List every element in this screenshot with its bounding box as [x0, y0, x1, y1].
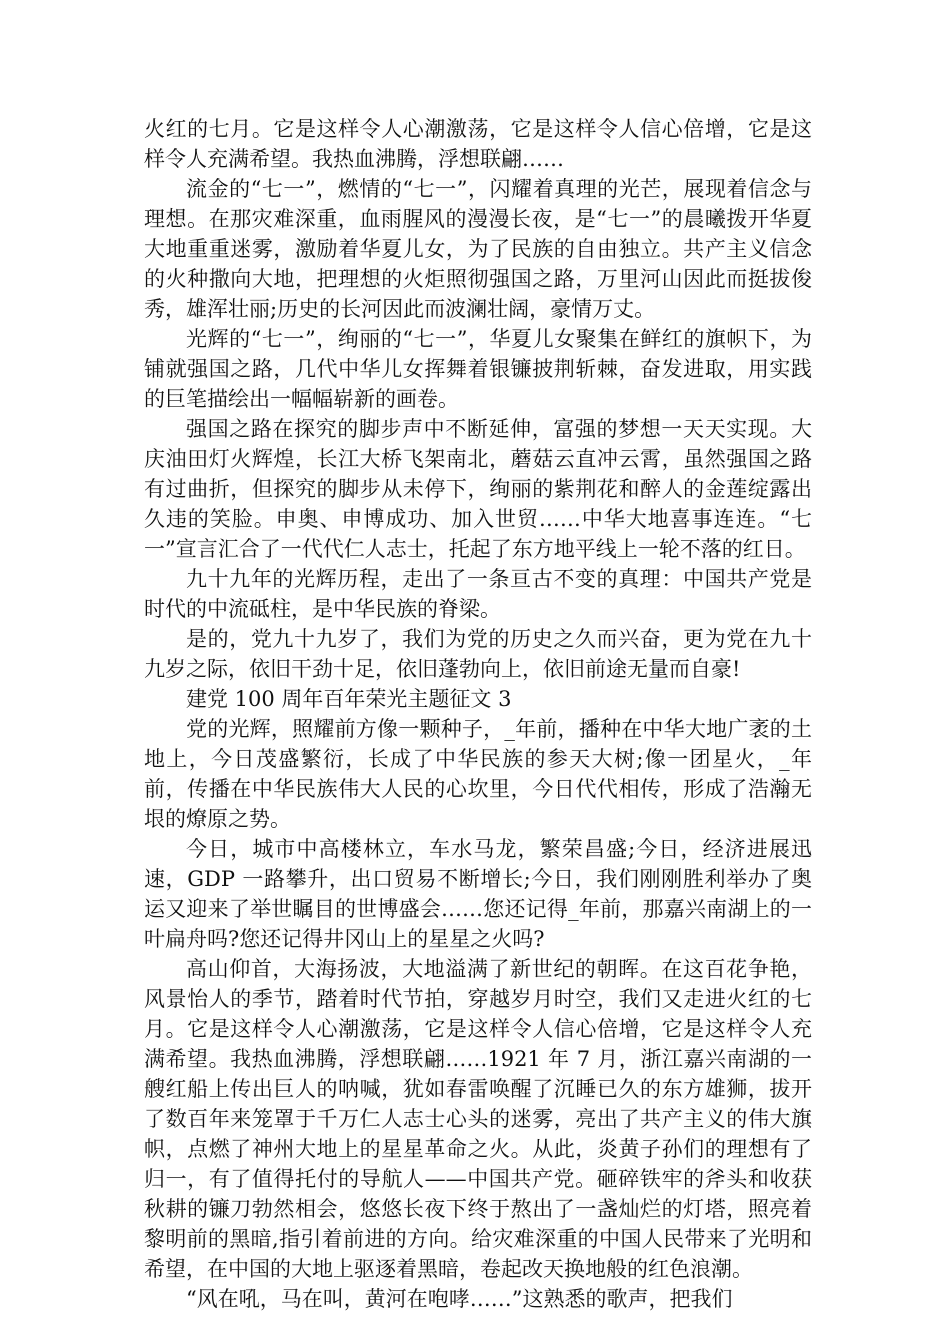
- paragraph-2: 流金的“七一”，燃情的“七一”，闪耀着真理的光芒，展现着信念与理想。在那灾难深重，血雨腥风的漫漫长夜，是“七一”的晨曦拨开华夏大地重重迷雾，激励着华夏儿女，为了民族的自由独立。共产主义信念的火种撒向大地，把理想的火炬照彻强国之路，万里河山因此而挺拔俊秀，雄浑壮丽;历史的长河因此而波澜壮阔，豪情万丈。: [144, 177, 812, 321]
- paragraph-6: 是的，党九十九岁了，我们为党的历史之久而兴奋，更为党在九十九岁之际，依旧干劲十足，依旧蓬勃向上，依旧前途无量而自豪!: [144, 627, 812, 681]
- paragraph-7: 党的光辉，照耀前方像一颗种子，_年前，播种在中华大地广袤的土地上，今日茂盛繁衍，长成了中华民族的参天大树;像一团星火，_年前，传播在中华民族伟大人民的心坎里，今日代代相传，形成了浩瀚无垠的燎原之势。: [144, 717, 812, 831]
- paragraph-4: 强国之路在探究的脚步声中不断延伸，富强的梦想一天天实现。大庆油田灯火辉煌，长江大桥飞架南北，蘑菇云直冲云霄，虽然强国之路有过曲折，但探究的脚步从未停下，绚丽的紫荆花和醉人的金莲绽露出久违的笑脸。申奥、申博成功、加入世贸……中华大地喜事连连。“七一”宣言汇合了一代代仁人志士，托起了东方地平线上一轮不落的红日。: [144, 417, 812, 561]
- paragraph-10: “风在吼，马在叫，黄河在咆哮……”这熟悉的歌声，把我们: [186, 1287, 733, 1311]
- paragraph-3: 光辉的“七一”，绚丽的“七一”，华夏儿女聚集在鲜红的旗帜下，为铺就强国之路，几代中华儿女挥舞着银镰披荆斩棘，奋发进取，用实践的巨笔描绘出一幅幅崭新的画卷。: [144, 327, 812, 411]
- paragraph-5: 九十九年的光辉历程，走出了一条亘古不变的真理：中国共产党是时代的中流砥柱，是中华民族的脊梁。: [144, 567, 812, 621]
- paragraph-1: 火红的七月。它是这样令人心潮激荡，它是这样令人信心倍增，它是这样令人充满希望。我热血沸腾，浮想联翩……: [144, 117, 812, 171]
- document-page: [144, 114, 812, 1314]
- paragraph-9: 高山仰首，大海扬波，大地溢满了新世纪的朝晖。在这百花争艳，风景怡人的季节，踏着时代节拍，穿越岁月时空，我们又走进火红的七月。它是这样令人心潮激荡，它是这样令人信心倍增，它是这样令人充满希望。我热血沸腾，浮想联翩……1921 年 7 月，浙江嘉兴南湖的一艘红船上传出巨人的呐喊，犹如春雷唤醒了沉睡已久的东方雄狮，拔开了数百年来笼罩于千万仁人志士心头的迷雾，亮出了共产主义的伟大旗帜，点燃了神州大地上的星星革命之火。从此，炎黄子孙们的理想有了归一，有了值得托付的导航人——中国共产党。砸碎铁牢的斧头和收获秋耕的镰刀勃然相会，悠悠长夜下终于熬出了一盏灿烂的灯塔，照亮着黎明前的黑暗,指引着前进的方向。给灾难深重的中国人民带来了光明和希望，在中国的大地上驱逐着黑暗，卷起改天换地般的红色浪潮。: [144, 957, 812, 1281]
- section-heading: 建党 100 周年百年荣光主题征文 3: [186, 687, 512, 711]
- paragraph-8: 今日，城市中高楼林立，车水马龙，繁荣昌盛;今日，经济进展迅速，GDP 一路攀升，出口贸易不断增长;今日，我们刚刚胜利举办了奥运又迎来了举世瞩目的世博盛会……您还记得_年前，那嘉兴南湖上的一叶扁舟吗?您还记得井冈山上的星星之火吗?: [144, 837, 812, 951]
